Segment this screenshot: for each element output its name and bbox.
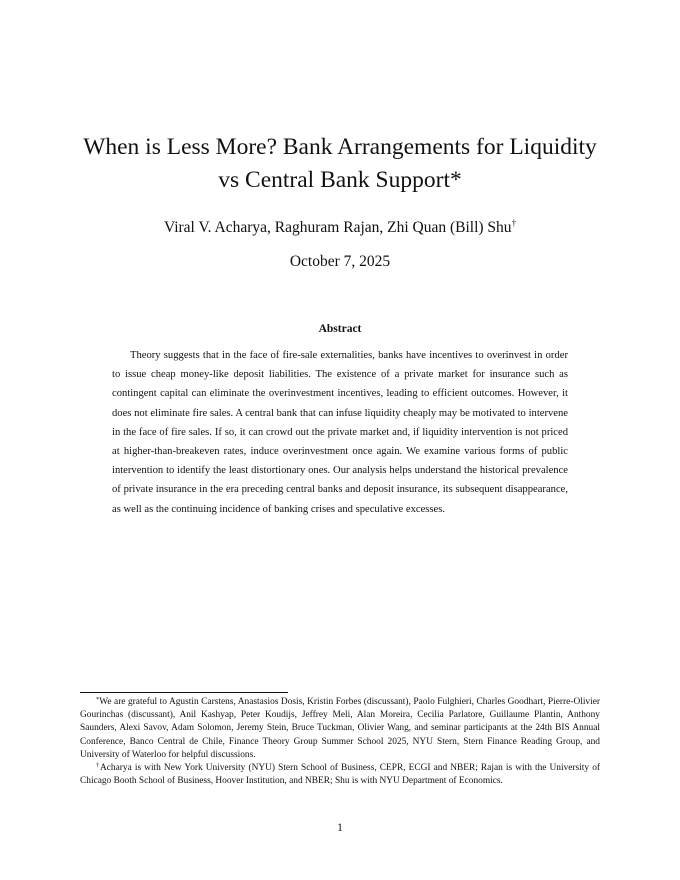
title-line-1: When is Less More? Bank Arrangements for Liquidity [83, 134, 597, 160]
title-line-2: vs Central Bank Support [218, 167, 450, 193]
abstract-text: Theory suggests that in the face of fire-sale externalities, banks have incentives to overinvest in order to issue cheap money-like deposit liabilities. The existence of a private market for insurance such as contingent capital can eliminate the overinvestment incentives, leading to efficient outcomes. However, it does not eliminate fire sales. A central bank that can infuse liquidity cheaply may be motivated to intervene in the face of fire sales. If so, it can crowd out the private market and, if liquidity intervention is not priced at higher-than-breakeven rates, induce overinvestment once again. We examine various forms of public intervention to identify the least distortionary ones. Our analysis helps understand the historical prevalence of private insurance in the era preceding central banks and deposit insurance, its subsequent disappearance, as well as the continuing incidence of banking crises and speculative excesses. [112, 350, 568, 515]
author-list [40, 218, 640, 238]
abstract-heading: Abstract [318, 323, 362, 335]
footnote-marker: † [96, 762, 100, 770]
footnotes [80, 696, 600, 788]
title-footnote-marker: * [449, 167, 462, 193]
footnote-text: Acharya is with New York University (NYU) Stern School of Business, CEPR, ECGI and NBER; Rajan is with the University of Chicago Booth School of Business, Hoover Institution, and NBER; Shu is with NYU Department of Economics. [80, 763, 600, 787]
footnote-acknowledgements [80, 696, 600, 762]
footnote-text: We are grateful to Agustin Carstens, Anastasios Dosis, Kristin Forbes (discussant), Paolo Fulghieri, Charles Goodhart, Pierre-Olivier Gourinchas (discussant), Anil Kashyap, Peter Koudijs, Jeffrey Meli, Alan Moreira, Cecilia Parlatore, Guillaume Plantin, Anthony Saunders, Alexi Savov, Adam Solomon, Jeremy Stein, Bruce Tuckman, Olivier Wang, and seminar participants at the 24th BIS Annual Conference, Banco Central de Chile, Finance Theory Group Summer School 2025, NYU Stern, Stern Finance Reading Group, and University of Waterloo for helpful discussions. [80, 697, 600, 760]
footnote-marker: * [96, 696, 100, 703]
footnote-divider [80, 692, 288, 693]
paper-date: October 7, 2025 [289, 253, 391, 270]
paper-title [40, 131, 640, 197]
author-footnote-marker: † [511, 218, 517, 228]
page-number: 1 [337, 822, 343, 834]
footnote-affiliations [80, 762, 600, 788]
author-names: Viral V. Acharya, Raghuram Rajan, Zhi Quan (Bill) Shu [163, 219, 512, 236]
